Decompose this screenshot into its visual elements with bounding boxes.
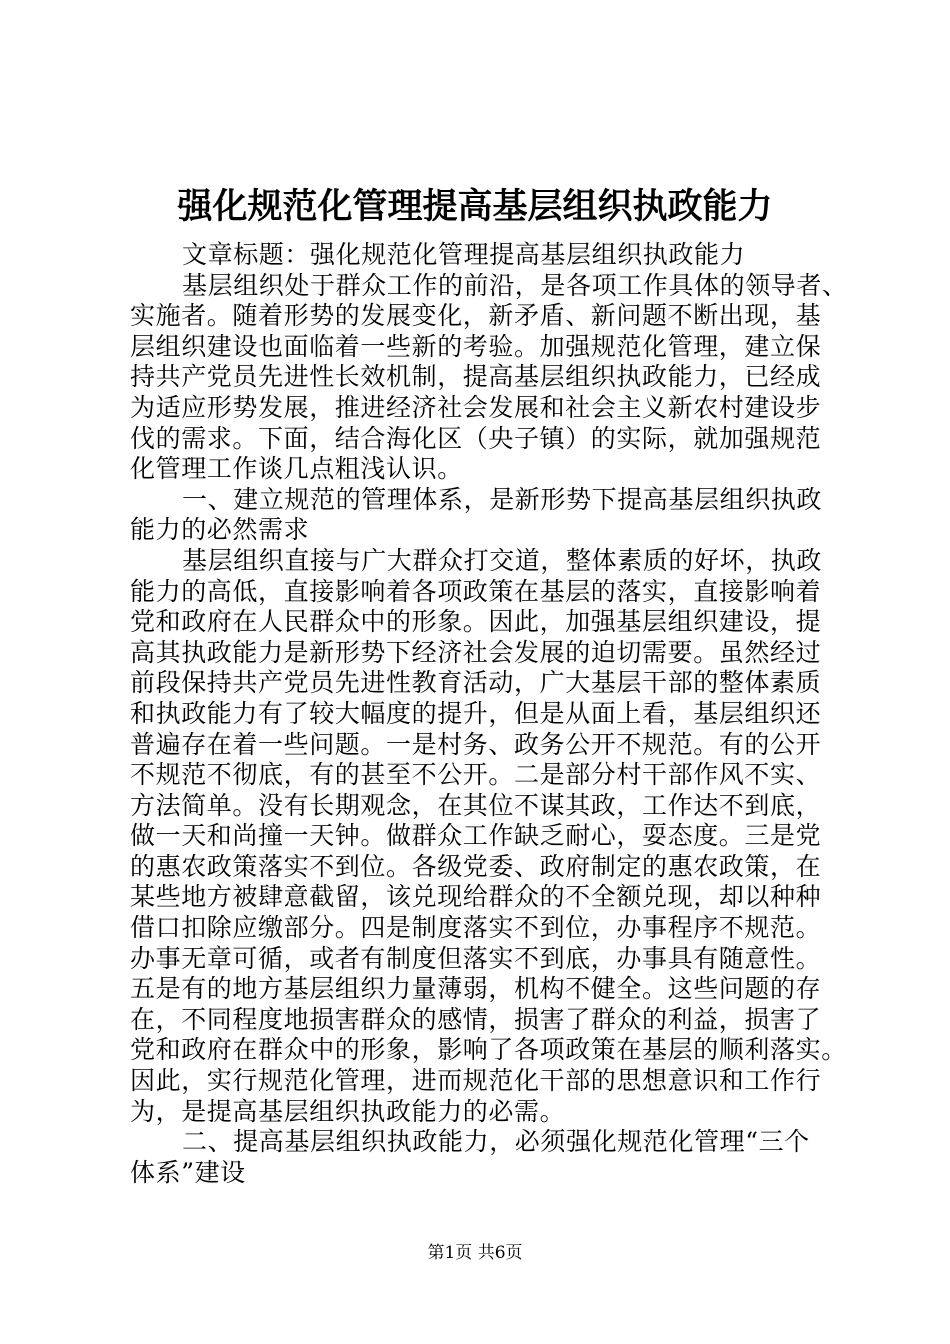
text-line: 为，是提高基层组织执政能力的必需。: [130, 1096, 566, 1126]
text-line: 党和政府在人民群众中的形象。因此，加强基层组织建设，提: [130, 607, 822, 637]
text-line: 化管理工作谈几点粗浅认识。: [130, 454, 463, 484]
text-line: 五是有的地方基层组织力量薄弱，机构不健全。这些问题的存: [130, 974, 822, 1004]
text-line: 和执政能力有了较大幅度的提升，但是从面上看，基层组织还: [130, 698, 822, 728]
text-line: 党和政府在群众中的形象，影响了各项政策在基层的顺利落实。: [130, 1035, 847, 1065]
text-line: 方法简单。没有长期观念，在其位不谋其政，工作达不到底，: [130, 790, 822, 820]
text-line: 基层组织直接与广大群众打交道，整体素质的好坏，执政: [182, 545, 823, 575]
text-line: 实施者。随着形势的发展变化，新矛盾、新问题不断出现，基: [130, 301, 822, 331]
text-line: 不规范不彻底，有的甚至不公开。二是部分村干部作风不实、: [130, 760, 822, 790]
text-line: 能力的高低，直接影响着各项政策在基层的落实，直接影响着: [130, 576, 822, 606]
text-line: 办事无章可循，或者有制度但落实不到底，办事具有随意性。: [130, 943, 822, 973]
text-line: 普遍存在着一些问题。一是村务、政务公开不规范。有的公开: [130, 729, 822, 759]
page-footer: 第1页 共6页: [427, 1243, 523, 1263]
text-line: 文章标题：强化规范化管理提高基层组织执政能力: [182, 240, 746, 269]
text-line: 因此，实行规范化管理，进而规范化干部的思想意识和工作行: [130, 1066, 822, 1096]
text-line: 前段保持共产党员先进性教育活动，广大基层干部的整体素质: [130, 668, 822, 698]
text-line: 的惠农政策落实不到位。各级党委、政府制定的惠农政策，在: [130, 851, 822, 881]
text-line: 持共产党员先进性长效机制，提高基层组织执政能力，已经成: [130, 362, 822, 392]
text-line: 层组织建设也面临着一些新的考验。加强规范化管理，建立保: [130, 331, 822, 361]
text-line: 一、建立规范的管理体系，是新形势下提高基层组织执政: [182, 484, 823, 514]
text-line: 某些地方被肆意截留，该兑现给群众的不全额兑现，却以种种: [130, 882, 822, 912]
text-line: 二、提高基层组织执政能力，必须强化规范化管理“三个: [182, 1127, 810, 1157]
text-line: 体系”建设: [130, 1157, 246, 1187]
text-line: 能力的必然需求: [130, 515, 310, 545]
text-line: 基层组织处于群众工作的前沿，是各项工作具体的领导者、: [182, 270, 848, 300]
text-line: 做一天和尚撞一天钟。做群众工作缺乏耐心，耍态度。三是党: [130, 821, 822, 851]
text-line: 为适应形势发展，推进经济社会发展和社会主义新农村建设步: [130, 392, 822, 422]
document-title: 强化规范化管理提高基层组织执政能力: [177, 186, 773, 227]
text-line: 高其执政能力是新形势下经济社会发展的迫切需要。虽然经过: [130, 637, 822, 667]
document-body: [130, 240, 850, 1188]
text-line: 借口扣除应缴部分。四是制度落实不到位，办事程序不规范。: [130, 913, 822, 943]
text-line: 在，不同程度地损害群众的感情，损害了群众的利益，损害了: [130, 1004, 822, 1034]
text-line: 伐的需求。下面，结合海化区（央子镇）的实际，就加强规范: [130, 423, 822, 453]
